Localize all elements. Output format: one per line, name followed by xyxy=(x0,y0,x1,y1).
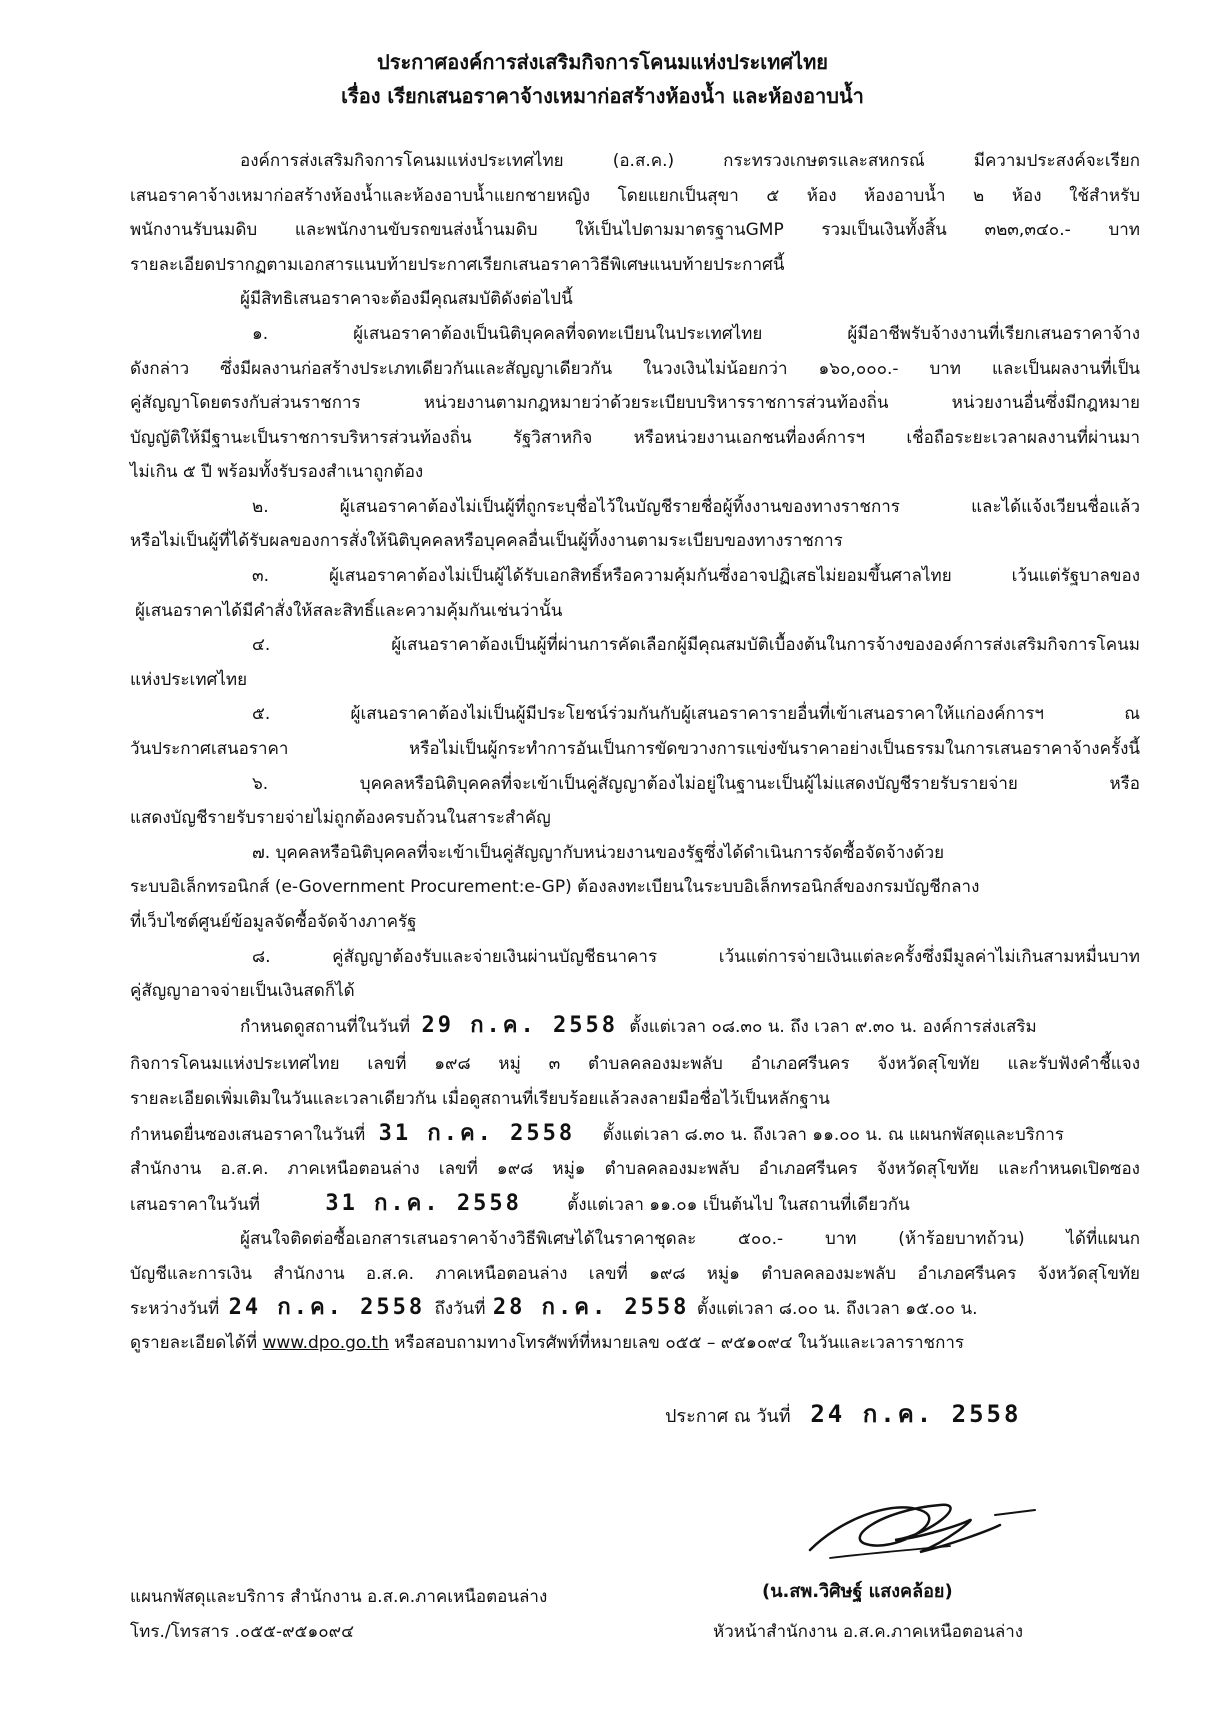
documents-line-1: ผู้สนใจติดต่อซื้อเอกสารเสนอราคาจ้างวิธีพิเศษได้ในราคาชุดละ ๕๐๐.- บาท (ห้าร้อยบาทถ้วน) ได้ที่แผนก xyxy=(240,1229,1140,1249)
site-visit-line-3: รายละเอียดเพิ่มเติมในวันและเวลาเดียวกัน เมื่อดูสถานที่เรียบร้อยแล้วลงลายมือชื่อไว้เป็นหลักฐาน xyxy=(130,1089,830,1109)
item-8-line-2: คู่สัญญาอาจจ่ายเป็นเงินสดก็ได้ xyxy=(130,981,355,1001)
signature-image xyxy=(800,1480,1040,1590)
documents-line-2: บัญชีและการเงิน สำนักงาน อ.ส.ค. ภาคเหนือตอนล่าง เลขที่ ๑๙๘ หมู่๑ ตำบลคลองมะพลับ อำเภอศรีนคร จังหวัดสุโขทัย xyxy=(130,1264,1140,1284)
item-2-line-1: ๒. ผู้เสนอราคาต้องไม่เป็นผู้ที่ถูกระบุชื่อไว้ในบัญชีรายชื่อผู้ทิ้งงานของทางราชการ และได้แจ้งเวียนชื่อแล้ว xyxy=(252,497,1140,517)
intro-line-2: เสนอราคาจ้างเหมาก่อสร้างห้องน้ำและห้องอาบน้ำแยกชายหญิง โดยแยกเป็นสุขา ๕ ห้อง ห้องอาบน้ำ ๒ ห้อง ใช้สำหรับ xyxy=(130,186,1140,206)
item-6-line-2: แสดงบัญชีรายรับรายจ่ายไม่ถูกต้องครบถ้วนในสาระสำคัญ xyxy=(130,808,551,828)
documents-to-date: 28 ก.ค. 2558 xyxy=(492,1295,690,1320)
submission-line-2: สำนักงาน อ.ส.ค. ภาคเหนือตอนล่าง เลขที่ ๑๙๘ หมู่๑ ตำบลคลองมะพลับ อำเภอศรีนคร จังหวัดสุโขทัย และกำหนดเปิดซอง xyxy=(130,1159,1140,1179)
item-5-line-1: ๕. ผู้เสนอราคาต้องไม่เป็นผู้มีประโยชน์ร่วมกันกับผู้เสนอราคารายอื่นที่เข้าเสนอราคาให้แก่องค์การฯ ณ xyxy=(252,704,1140,724)
item-7-line-3: ที่เว็บไซต์ศูนย์ข้อมูลจัดซื้อจัดจ้างภาครัฐ xyxy=(130,912,417,932)
opening-date: 31 ก.ค. 2558 xyxy=(325,1191,522,1216)
submission-line-1: กำหนดยื่นซองเสนอราคาในวันที่ 31 ก.ค. 2558 ตั้งแต่เวลา ๘.๓๐ น. ถึงเวลา ๑๑.๐๐ น. ณ แผนกพัสดุและบริการ xyxy=(130,1121,1064,1146)
item-3-line-2: ผู้เสนอราคาได้มีคำสั่งให้สละสิทธิ์และความคุ้มกันเช่นว่านั้น xyxy=(135,601,563,621)
intro-line-4: รายละเอียดปรากฏตามเอกสารแนบท้ายประกาศเรียกเสนอราคาวิธีพิเศษแนบท้ายประกาศนี้ xyxy=(130,255,785,275)
item-1-line-1: ๑. ผู้เสนอราคาต้องเป็นนิติบุคคลที่จดทะเบียนในประเทศไทย ผู้มีอาชีพรับจ้างงานที่เรียกเสนอราคาจ้าง xyxy=(252,324,1140,344)
item-4-line-2: แห่งประเทศไทย xyxy=(130,670,248,690)
opening-line: เสนอราคาในวันที่ 31 ก.ค. 2558 ตั้งแต่เวลา ๑๑.๐๑ เป็นต้นไป ในสถานที่เดียวกัน xyxy=(130,1191,910,1216)
footer-phone: โทร./โทรสาร .๐๕๕-๙๕๑๐๙๔ xyxy=(130,1622,354,1642)
item-3-line-1: ๓. ผู้เสนอราคาต้องไม่เป็นผู้ได้รับเอกสิทธิ์หรือความคุ้มกันซึ่งอาจปฏิเสธไม่ยอมขึ้นศาลไทย เว้นแต่รัฐบาลของ xyxy=(252,566,1140,586)
item-6-line-1: ๖. บุคคลหรือนิติบุคคลที่จะเข้าเป็นคู่สัญญาต้องไม่อยู่ในฐานะเป็นผู้ไม่แสดงบัญชีรายรับรายจ่าย หรือ xyxy=(252,774,1140,794)
intro-line-5: ผู้มีสิทธิเสนอราคาจะต้องมีคุณสมบัติดังต่อไปนี้ xyxy=(240,289,573,309)
item-5-line-2: วันประกาศเสนอราคา หรือไม่เป็นผู้กระทำการอันเป็นการขัดขวางการแข่งขันราคาอย่างเป็นธรรมในการเสนอราคาจ้างครั้งนี้ xyxy=(130,739,1140,759)
submission-date: 31 ก.ค. 2558 xyxy=(378,1121,576,1146)
doc-title-line1: ประกาศองค์การส่งเสริมกิจการโคนมแห่งประเทศไทย xyxy=(377,50,828,74)
site-visit-date: 29 ก.ค. 2558 xyxy=(421,1013,618,1038)
item-1-line-5: ไม่เกิน ๕ ปี พร้อมทั้งรับรองสำเนาถูกต้อง xyxy=(130,462,424,482)
signer-title: หัวหน้าสำนักงาน อ.ส.ค.ภาคเหนือตอนล่าง xyxy=(713,1622,1024,1642)
documents-from-date: 24 ก.ค. 2558 xyxy=(228,1295,426,1320)
item-7-line-1: ๗. บุคคลหรือนิติบุคคลที่จะเข้าเป็นคู่สัญญากับหน่วยงานของรัฐซึ่งได้ดำเนินการจัดซื้อจัดจ้างด้วย xyxy=(252,843,945,863)
intro-line-1: องค์การส่งเสริมกิจการโคนมแห่งประเทศไทย (อ.ส.ค.) กระทรวงเกษตรและสหกรณ์ มีความประสงค์จะเรียก xyxy=(240,151,1140,171)
item-4-line-1: ๔. ผู้เสนอราคาต้องเป็นผู้ที่ผ่านการคัดเลือกผู้มีคุณสมบัติเบื้องต้นในการจ้างขององค์การส่งเสริมกิจการโคนม xyxy=(252,635,1140,655)
site-visit-line-1: กำหนดดูสถานที่ในวันที่ 29 ก.ค. 2558 ตั้งแต่เวลา ๐๘.๓๐ น. ถึง เวลา ๙.๓๐ น. องค์การส่งเสริม xyxy=(240,1013,1037,1038)
item-1-line-3: คู่สัญญาโดยตรงกับส่วนราชการ หน่วยงานตามกฎหมายว่าด้วยระเบียบบริหารราชการส่วนท้องถิ่น หน่วยงานอื่นซึ่งมีกฎหมาย xyxy=(130,393,1140,413)
site-visit-line-2: กิจการโคนมแห่งประเทศไทย เลขที่ ๑๙๘ หมู่ ๓ ตำบลคลองมะพลับ อำเภอศรีนคร จังหวัดสุโขทัย และรับฟังคำชี้แจง xyxy=(130,1054,1140,1074)
announcement-date-line: ประกาศ ณ วันที่ 24 ก.ค. 2558 xyxy=(665,1400,1022,1428)
website-line: ดูรายละเอียดได้ที่ www.dpo.go.th หรือสอบถามทางโทรศัพท์ที่หมายเลข ๐๕๕ – ๙๕๑๐๙๔ ในวันและเวลาราชการ xyxy=(130,1333,965,1353)
website-link[interactable]: www.dpo.go.th xyxy=(262,1333,389,1353)
doc-title-line2: เรื่อง เรียกเสนอราคาจ้างเหมาก่อสร้างห้องน้ำ และห้องอาบน้ำ xyxy=(341,84,864,108)
announcement-date: 24 ก.ค. 2558 xyxy=(810,1400,1022,1428)
documents-line-3: ระหว่างวันที่ 24 ก.ค. 2558 ถึงวันที่ 28 ก.ค. 2558 ตั้งแต่เวลา ๘.๐๐ น. ถึงเวลา ๑๕.๐๐ น. xyxy=(130,1295,978,1320)
item-8-line-1: ๘. คู่สัญญาต้องรับและจ่ายเงินผ่านบัญชีธนาคาร เว้นแต่การจ่ายเงินแต่ละครั้งซึ่งมีมูลค่าไม่เกินสามหมื่นบาท xyxy=(252,947,1140,967)
item-1-line-4: บัญญัติให้มีฐานะเป็นราชการบริหารส่วนท้องถิ่น รัฐวิสาหกิจ หรือหน่วยงานเอกชนที่องค์การฯ เชื่อถือระยะเวลาผลงานที่ผ่านมา xyxy=(130,428,1140,448)
footer-department: แผนกพัสดุและบริการ สำนักงาน อ.ส.ค.ภาคเหนือตอนล่าง xyxy=(130,1587,548,1607)
intro-line-3: พนักงานรับนมดิบ และพนักงานขับรถขนส่งน้ำนมดิบ ให้เป็นไปตามมาตรฐานGMP รวมเป็นเงินทั้งสิ้น ๓๒๓,๓๔๐.- บาท xyxy=(130,220,1140,240)
item-1-line-2: ดังกล่าว ซึ่งมีผลงานก่อสร้างประเภทเดียวกันและสัญญาเดียวกัน ในวงเงินไม่น้อยกว่า ๑๖๐,๐๐๐.- บาท และเป็นผลงานที่เป็น xyxy=(130,359,1140,379)
signer-name: (น.สพ.วิศิษฐ์ แสงคล้อย) xyxy=(762,1581,953,1602)
item-2-line-2: หรือไม่เป็นผู้ที่ได้รับผลของการสั่งให้นิติบุคคลหรือบุคคลอื่นเป็นผู้ทิ้งงานตามระเบียบของทางราชการ xyxy=(130,531,843,551)
item-7-line-2: ระบบอิเล็กทรอนิกส์ (e-Government Procurement:e-GP) ต้องลงทะเบียนในระบบอิเล็กทรอนิกส์ของกรมบัญชีกลาง xyxy=(130,877,980,897)
